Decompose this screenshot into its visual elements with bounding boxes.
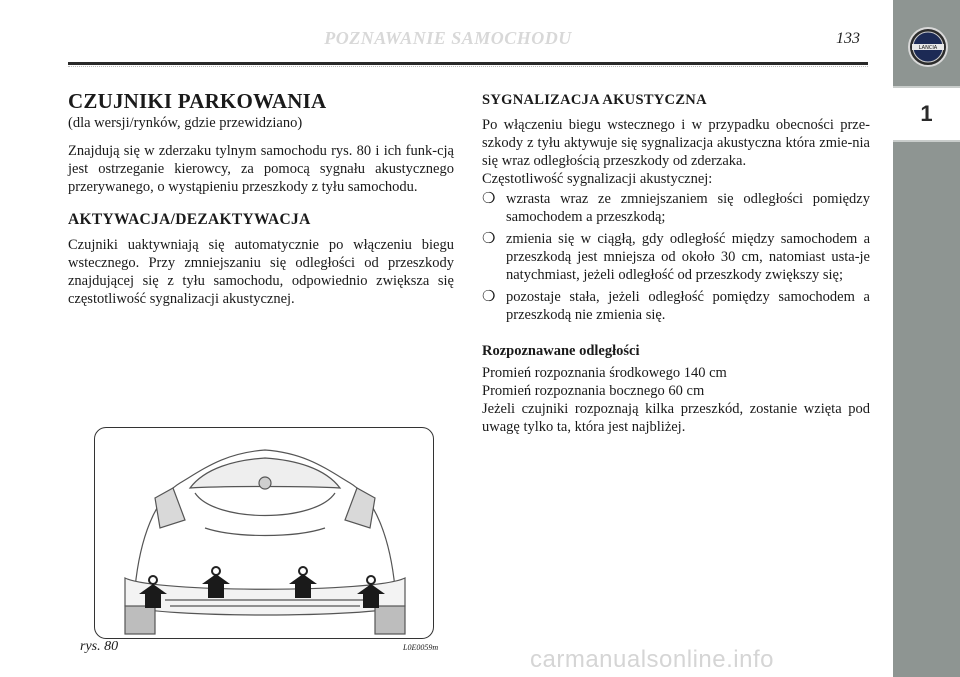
section-heading-activation: AKTYWACJA/DEZAKTYWACJA	[68, 211, 311, 228]
watermark: carmanualsonline.info	[530, 646, 774, 673]
svg-text:LANCIA: LANCIA	[918, 45, 938, 51]
left-column	[68, 88, 454, 308]
right-column	[482, 90, 870, 436]
range-center: Promień rozpoznania środkowego 140 cm	[482, 365, 727, 381]
list-item: ❍ wzrasta wraz ze zmniejszaniem się odległości pomiędzy samochodem a przeszkodą;	[482, 191, 870, 225]
acoustic-paragraph: Po włączeniu biegu wstecznego i w przypadku obecności prze-szkody z tyłu aktywuje się sygnalizacja akustyczna która zmie-nia się wraz odległością przeszkody od zderzaka.	[482, 117, 870, 169]
running-header: POZNAWANIE SAMOCHODU	[324, 28, 572, 48]
car-rear-drawing	[95, 428, 433, 638]
list-item: ❍ pozostaje stała, jeżeli odległość pomiędzy samochodem a przeszkodą nie zmienia się.	[482, 289, 870, 323]
figure-code: L0E0059m	[403, 643, 439, 652]
chapter-tab-1[interactable]	[893, 88, 960, 140]
lancia-logo-icon	[907, 26, 949, 68]
activation-paragraph: Czujniki uaktywniają się automatycznie po włączeniu biegu wstecznego. Przy zmniejszaniu się odległości od przeszkody znajdującej się z tyłu samochodu, odpowiednio zwiększa się częstotliwość sygnalizacji akustycznej.	[68, 237, 454, 307]
circle-bullet-icon: ❍	[482, 191, 496, 207]
circle-bullet-icon: ❍	[482, 231, 496, 247]
frequency-list	[482, 190, 870, 324]
car-rear-illustration	[94, 427, 434, 639]
range-side: Promień rozpoznania bocznego 60 cm	[482, 383, 705, 399]
page-subtitle: (dla wersji/rynków, gdzie przewidziano)	[68, 115, 303, 131]
header-rule	[68, 62, 868, 65]
nearest-obstacle-note: Jeżeli czujniki rozpoznają kilka przeszkód, zostanie wzięta pod uwagę tylko ta, która jest najbliżej.	[482, 401, 870, 435]
page-number: 133	[836, 30, 860, 47]
circle-bullet-icon: ❍	[482, 289, 496, 305]
section-heading-acoustic: SYGNALIZACJA AKUSTYCZNA	[482, 92, 707, 108]
figure-caption: rys. 80	[80, 639, 119, 654]
intro-paragraph: Znajdują się w zderzaku tylnym samochodu rys. 80 i ich funk-cją jest ostrzeganie kierowcy, za pomocą sygnału akustycznego przerywanego, o wystąpieniu przeszkody z tyłu samochodu.	[68, 143, 454, 195]
chapter-number: 1	[920, 101, 933, 126]
subheading-ranges: Rozpoznawane odległości	[482, 343, 640, 359]
page-title: CZUJNIKI PARKOWANIA	[68, 89, 327, 113]
list-item: ❍ zmienia się w ciągłą, gdy odległość między samochodem a przeszkodą jest mniejsza od około 30 cm, natomiast usta-je natychmiast, jeżeli odległość od przeszkody zwiększy się;	[482, 231, 870, 283]
frequency-label: Częstotliwość sygnalizacji akustycznej:	[482, 171, 713, 187]
header-dotted-rule	[68, 66, 868, 68]
sidebar-divider	[893, 140, 960, 142]
